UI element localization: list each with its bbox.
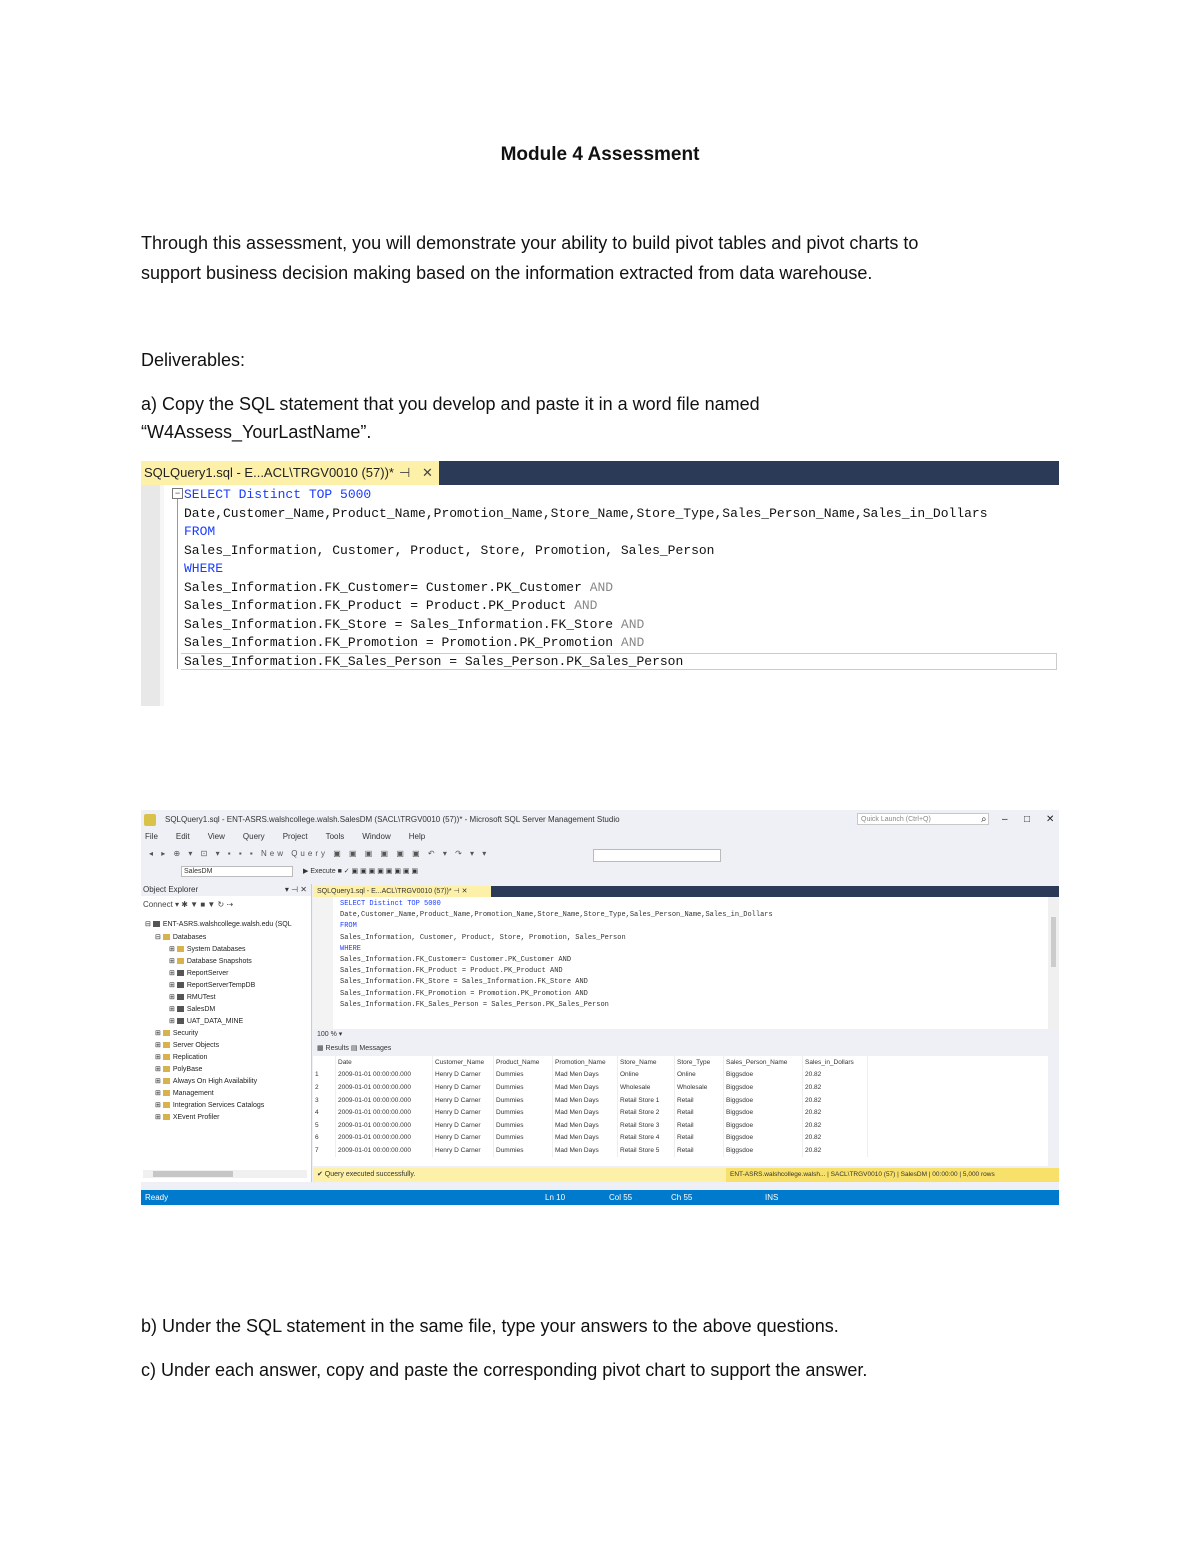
page-title: Module 4 Assessment: [500, 144, 700, 165]
object-explorer-title: Object Explorer: [143, 885, 199, 894]
editor-line: Date,Customer_Name,Product_Name,Promotion_Name,Store_Name,Store_Type,Sales_Person_Name,Sales_in_Dollars: [340, 911, 773, 920]
tree-item-management[interactable]: ⊞ Management: [155, 1090, 214, 1097]
grid-header-cell[interactable]: Store_Name: [618, 1056, 675, 1069]
intro-paragraph: [141, 228, 1061, 288]
item-a-line-1: a) Copy the SQL statement that you develop and paste it in a word file named: [141, 394, 760, 414]
panel-pin-icons[interactable]: ▾ ⊣ ✕: [284, 885, 307, 894]
window-titlebar: [141, 810, 1059, 830]
tree-item-always-on[interactable]: ⊞ Always On High Availability: [155, 1078, 258, 1085]
search-icon[interactable]: ⌕: [981, 814, 987, 825]
code-line-1: SELECT Distinct TOP 5000: [184, 487, 372, 502]
query-editor[interactable]: [313, 897, 1048, 1029]
code-line-3: FROM: [184, 524, 216, 539]
find-box[interactable]: [593, 849, 721, 862]
code-line-4: Sales_Information, Customer, Product, Store, Promotion, Sales_Person: [184, 542, 715, 558]
table-row[interactable]: 7 2009-01-01 00:00:00.000 Henry D Carner Dummies Mad Men Days Retail Store 5 Retail Biggsdoe 20.82: [313, 1144, 868, 1157]
insert-mode-indicator: INS: [765, 1193, 779, 1202]
collapse-bracket: [177, 493, 178, 669]
editor-line: FROM: [340, 922, 357, 931]
tree-item-reportserver[interactable]: ⊞ ReportServer: [169, 970, 229, 977]
sql-editor-toolbar: [141, 864, 1059, 879]
menu-tools[interactable]: Tools: [325, 832, 345, 841]
tree-item-replication[interactable]: ⊞ Replication: [155, 1054, 208, 1061]
column-indicator: Col 55: [609, 1193, 633, 1202]
tree-item-xevent-profiler[interactable]: ⊞ XEvent Profiler: [155, 1114, 220, 1121]
results-grid: [313, 1056, 1048, 1166]
editor-line: Sales_Information.FK_Store = Sales_Information.FK_Store AND: [340, 978, 588, 987]
menu-query[interactable]: Query: [242, 832, 265, 841]
close-window-icon[interactable]: ✕: [1046, 814, 1055, 825]
char-indicator: Ch 55: [671, 1193, 693, 1202]
object-explorer: [141, 884, 312, 1182]
item-b: b) Under the SQL statement in the same file, type your answers to the above questions.: [141, 1316, 839, 1336]
code-line-6: Sales_Information.FK_Customer= Customer.PK_Customer AND: [184, 579, 614, 595]
editor-line: WHERE: [340, 944, 362, 953]
execute-button[interactable]: ▶ Execute ■ ✓ ▣ ▣ ▣ ▣ ▣ ▣ ▣ ▣: [303, 868, 419, 875]
menu-bar: [141, 832, 439, 844]
maximize-icon[interactable]: □: [1024, 814, 1031, 825]
code-line-7: Sales_Information.FK_Product = Product.PK_Product AND: [184, 598, 598, 613]
query-status-text: ✔ Query executed successfully.: [317, 1171, 416, 1178]
grid-header-cell[interactable]: Sales_in_Dollars: [803, 1056, 868, 1069]
editor-line: SELECT Distinct TOP 5000: [340, 900, 441, 908]
tree-item-salesdm[interactable]: ⊞ SalesDM: [169, 1006, 216, 1013]
query-tab-title: SQLQuery1.sql - E...ACL\TRGV0010 (57))*: [144, 465, 394, 480]
editor-gutter-margin: [160, 485, 164, 706]
grid-header-cell[interactable]: Date: [336, 1056, 433, 1069]
editor-line: Sales_Information.FK_Product = Product.PK_Product AND: [340, 967, 563, 976]
collapse-toggle-icon[interactable]: −: [172, 488, 183, 499]
menu-view[interactable]: View: [207, 832, 225, 841]
grid-header-cell[interactable]: Customer_Name: [433, 1056, 494, 1069]
window-title: SQLQuery1.sql - ENT-ASRS.walshcollege.walsh.SalesDM (SACL\TRGV0010 (57))* - Microsoft SQL Server Management Studio: [165, 815, 620, 824]
item-c: c) Under each answer, copy and paste the corresponding pivot chart to support the answer.: [141, 1360, 868, 1380]
tree-item-integration-services[interactable]: ⊞ Integration Services Catalogs: [155, 1102, 265, 1109]
intro-line-2: support business decision making based on the information extracted from data warehouse.: [141, 263, 873, 283]
editor-line: Sales_Information.FK_Customer= Customer.PK_Customer AND: [340, 956, 572, 964]
standard-toolbar: [141, 847, 1059, 862]
menu-edit[interactable]: Edit: [175, 832, 190, 841]
code-line-8: Sales_Information.FK_Store = Sales_Information.FK_Store AND: [184, 616, 645, 632]
pin-icon[interactable]: ⊣: [399, 465, 411, 480]
close-icon[interactable]: ✕: [422, 465, 433, 480]
editor-line: Sales_Information.FK_Promotion = Promotion.PK_Promotion AND: [340, 989, 588, 998]
menu-project[interactable]: Project: [282, 832, 308, 841]
menu-window[interactable]: Window: [362, 832, 391, 841]
tree-item-server-objects[interactable]: ⊞ Server Objects: [155, 1042, 220, 1049]
menu-help[interactable]: Help: [408, 832, 426, 841]
item-a-line-2: “W4Assess_YourLastName”.: [141, 422, 372, 442]
horizontal-scrollbar[interactable]: [143, 1170, 307, 1178]
object-explorer-header: [141, 884, 311, 896]
sql-editor-screenshot: [141, 461, 1059, 706]
app-status-bar: [141, 1190, 1059, 1205]
editor-line: Sales_Information.FK_Sales_Person = Sales_Person.PK_Sales_Person: [340, 1000, 609, 1009]
ready-label: Ready: [145, 1193, 169, 1202]
connect-toolbar[interactable]: Connect ▾ ✱ ▼ ■ ▼ ↻ ⇢: [143, 900, 234, 909]
query-tab[interactable]: [141, 461, 439, 485]
tree-item-server[interactable]: ⊟ ENT-ASRS.walshcollege.walsh.edu (SQL: [145, 921, 292, 928]
grid-header-cell[interactable]: Product_Name: [494, 1056, 553, 1069]
line-indicator: Ln 10: [545, 1193, 566, 1202]
code-line-10: Sales_Information.FK_Sales_Person = Sales_Person.PK_Sales_Person: [184, 653, 684, 669]
minimize-icon[interactable]: –: [1002, 814, 1008, 825]
menu-file[interactable]: File: [145, 832, 158, 841]
table-row[interactable]: 2 2009-01-01 00:00:00.000 Henry D Carner Dummies Mad Men Days Wholesale Wholesale Biggsdoe 20.82: [313, 1081, 868, 1094]
table-row[interactable]: 3 2009-01-01 00:00:00.000 Henry D Carner Dummies Mad Men Days Retail Store 1 Retail Biggsdoe 20.82: [313, 1094, 868, 1107]
code-line-9: Sales_Information.FK_Promotion = Promotion.PK_Promotion AND: [184, 635, 645, 650]
tree-item-rmutest[interactable]: ⊞ RMUTest: [169, 994, 216, 1001]
table-row[interactable]: 5 2009-01-01 00:00:00.000 Henry D Carner Dummies Mad Men Days Retail Store 3 Retail Biggsdoe 20.82: [313, 1119, 868, 1132]
editor-gutter: [141, 485, 160, 706]
query-tab[interactable]: SQLQuery1.sql - E...ACL\TRGV0010 (57))* ⊣ ✕: [313, 886, 491, 897]
grid-header-row: [313, 1056, 868, 1069]
zoom-selector[interactable]: 100 % ▾: [313, 1030, 1059, 1040]
grid-header-cell[interactable]: Promotion_Name: [553, 1056, 618, 1069]
quick-launch-input[interactable]: Quick Launch (Ctrl+Q): [857, 813, 989, 825]
ssms-screenshot: [141, 810, 1059, 1205]
tree-item-databases[interactable]: ⊟ Databases: [155, 934, 207, 941]
table-row[interactable]: 4 2009-01-01 00:00:00.000 Henry D Carner Dummies Mad Men Days Retail Store 2 Retail Biggsdoe 20.82: [313, 1106, 868, 1119]
editor-vertical-scrollbar[interactable]: [1048, 897, 1059, 1029]
tree-item-uat-data-mine[interactable]: ⊞ UAT_DATA_MINE: [169, 1018, 244, 1025]
tree-item-polybase[interactable]: ⊞ PolyBase: [155, 1066, 203, 1073]
tree-item-security[interactable]: ⊞ Security: [155, 1030, 199, 1037]
item-a: [141, 390, 1061, 446]
intro-line-1: Through this assessment, you will demonstrate your ability to build pivot tables and pivot charts to: [141, 233, 919, 253]
editor-line: Sales_Information, Customer, Product, Store, Promotion, Sales_Person: [340, 933, 626, 942]
table-row[interactable]: 1 2009-01-01 00:00:00.000 Henry D Carner Dummies Mad Men Days Online Online Biggsdoe 20.82: [313, 1069, 868, 1082]
toolbar-icons[interactable]: ◂ ▸ ⊕ ▾ ⊡ ▾ ▪ ▪ ▪ New Query ▣ ▣ ▣ ▣ ▣ ▣ ↶ ▾ ↷ ▾ ▾: [149, 849, 490, 858]
database-selector[interactable]: SalesDM: [181, 866, 293, 877]
grid-header-cell[interactable]: Sales_Person_Name: [724, 1056, 803, 1069]
grid-header-cell: [313, 1056, 336, 1069]
editor-gutter: [313, 897, 333, 1029]
result-tabs[interactable]: ▦ Results ▤ Messages: [317, 1045, 392, 1052]
code-line-5: WHERE: [184, 561, 224, 576]
tree-item-reportservertempdb[interactable]: ⊞ ReportServerTempDB: [169, 982, 256, 989]
connection-info: ENT-ASRS.walshcollege.walsh... | SACL\TRGV0010 (57) | SalesDM | 00:00:00 | 5,000 rows: [726, 1168, 1059, 1182]
code-line-2: Date,Customer_Name,Product_Name,Promotion_Name,Store_Name,Store_Type,Sales_Person_Name,Sales_in_Dollars: [184, 505, 988, 521]
table-row[interactable]: 6 2009-01-01 00:00:00.000 Henry D Carner Dummies Mad Men Days Retail Store 4 Retail Biggsdoe 20.82: [313, 1132, 868, 1145]
tree-item-system-databases[interactable]: ⊞ System Databases: [169, 946, 246, 953]
grid-header-cell[interactable]: Store_Type: [675, 1056, 724, 1069]
ssms-app-icon: [144, 814, 156, 826]
deliverables-heading: Deliverables:: [141, 350, 246, 370]
tree-item-database-snapshots[interactable]: ⊞ Database Snapshots: [169, 958, 252, 965]
